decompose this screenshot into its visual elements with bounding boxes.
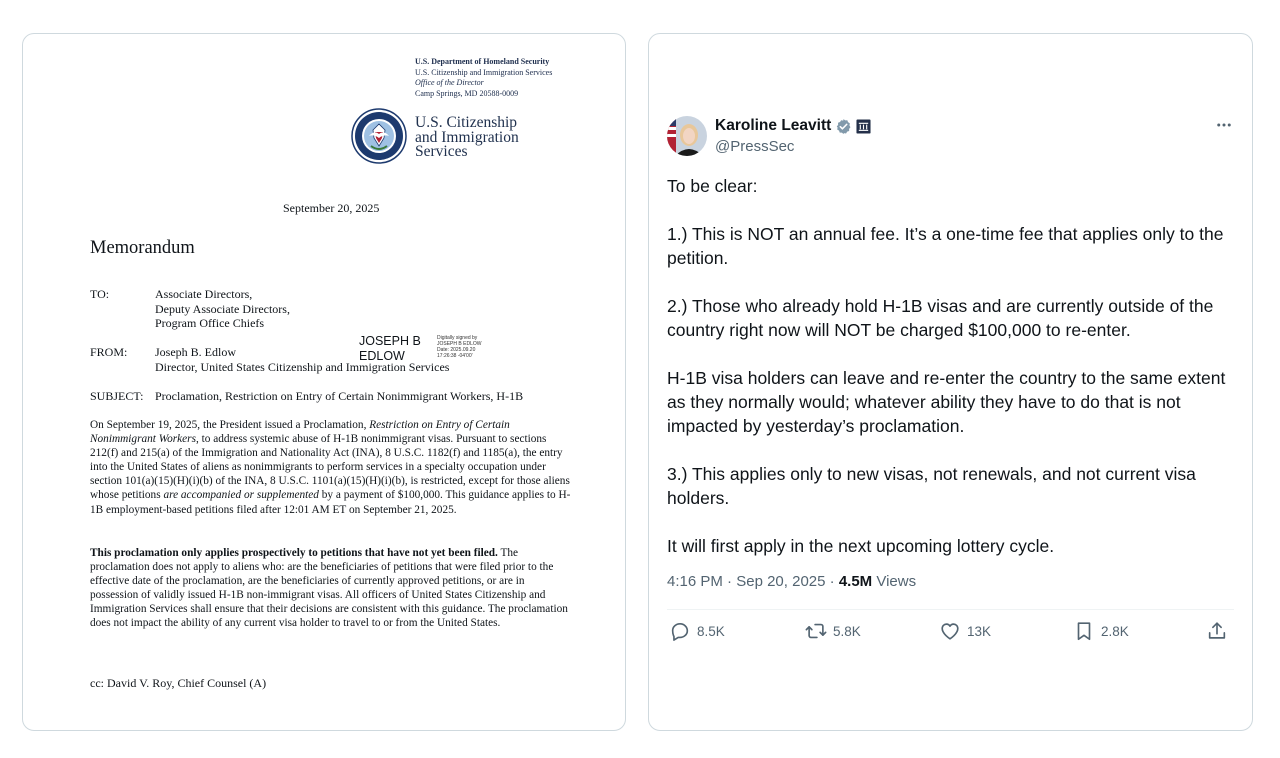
dhs-seal-icon [351,108,407,164]
author-name[interactable] [715,117,871,135]
tweet-text [667,174,1235,582]
to-recipients [155,287,290,331]
signature-meta-line: JOSEPH B EDLOW [437,341,482,347]
verified-badge-icon[interactable] [835,118,852,135]
dhs-agency: U.S. Citizenship and Immigration Services [415,67,553,77]
uscis-logo-line: U.S. Citizenship [415,114,518,131]
to-label: TO: [90,287,110,301]
reply-icon [669,620,691,642]
meta-separator: · [829,573,835,590]
repost-count: 5.8K [833,623,861,639]
views-label: Views [876,573,917,590]
tweet-paragraph: 2.) Those who already hold H-1B visas and are currently outside of the country right now will NOT be charged $100,000 to re-enter. [667,296,1214,340]
signature-line: EDLOW [359,349,405,363]
para-italic: are accompanied or supplemented [163,489,319,502]
uscis-logo-text [415,116,519,160]
signature-meta-line: Digitally signed by [437,335,478,341]
bookmark-button[interactable] [1073,620,1129,642]
more-icon [1215,116,1233,134]
memo-paragraph-1 [90,418,575,517]
para-text: The proclamation does not apply to aliens who: are the beneficiaries of petitions that were filed prior to the effective date of the proclamation, are the beneficiaries of currently approved petitions, or are in possession of validly issued H-1B non-immigrant visas. All officers of United States Citizenship and Immigration Services shall ensure that their decisions are consistent with this guidance. The proclamation does not impact the ability of any current visa holder to travel to or from the United States. [90,547,568,630]
to-line: Program Office Chiefs [155,316,265,331]
share-icon [1206,620,1228,642]
share-button[interactable] [1206,620,1228,642]
tweet-paragraph: It will first apply in the next upcoming lottery cycle. [667,536,1055,556]
heart-icon [939,620,961,642]
from-line: Director, United States Citizenship and Immigration Services [155,359,450,374]
like-count: 13K [967,623,992,639]
tweet-metadata [667,573,916,590]
reply-button[interactable] [669,620,725,642]
para-text: On September 19, 2025, the President issued a Proclamation, [90,419,370,431]
memo-title: Memorandum [90,238,195,258]
bookmark-count: 2.8K [1101,623,1129,639]
more-options-button[interactable] [1215,116,1233,139]
repost-button[interactable] [805,620,861,642]
bookmark-icon [1073,620,1095,642]
subject-text: Proclamation, Restriction on Entry of Certain Nonimmigrant Workers, H-1B [155,389,524,403]
subject-label: SUBJECT: [90,389,144,403]
para-text: by a payment of $100,000. This guidance applies to H-1B employment-based petitions filed after 12:01 AM ET on September 21, 2025. [90,489,571,516]
memo-paragraph-2 [90,546,575,631]
tweet-paragraph: 3.) This applies only to new visas, not renewals, and not current visa holders. [667,464,1196,508]
to-line: Deputy Associate Directors, [155,301,290,316]
uscis-logo-line: and Immigration [415,128,519,146]
to-line: Associate Directors, [155,287,253,301]
signature-line: JOSEPH B [359,334,421,348]
tweet-actions [649,620,1252,646]
views-count: 4.5M [838,573,873,590]
para-text: , to address systemic abuse of H-1B nonimmigrant visas. Pursuant to sections 212(f) and 215(a) of the Immigration and Nationality Act (INA), 8 U.S.C. 1182(f) and 1185(a), the entry into the United States of aliens as nonimmigrants to perform services in a specialty occupation under section 101(a)(15)(H)(i)(b) of the INA, 8 U.S.C. 1101(a)(15)(H)(i)(b), is restricted, except for those aliens whose petitions [90,433,570,502]
dhs-department: U.S. Department of Homeland Security [415,57,550,66]
tweet-date[interactable]: Sep 20, 2025 [736,573,826,590]
like-button[interactable] [939,620,991,642]
government-affiliate-icon[interactable] [856,119,871,134]
repost-icon [805,620,827,642]
para-italic: Restriction on Entry of Certain Nonimmigrant Workers [90,419,510,446]
author-name-text: Karoline Leavitt [715,117,832,134]
uscis-logo-line: Services [415,143,468,161]
tweet-paragraph: To be clear: [667,176,758,196]
dhs-header [415,57,552,99]
from-line: Joseph B. Edlow [155,345,236,359]
memo-cc: cc: David V. Roy, Chief Counsel (A) [90,676,267,690]
author-handle[interactable]: @PressSec [715,138,795,155]
from-label: FROM: [90,345,128,359]
avatar[interactable] [667,116,707,156]
tweet-time[interactable]: 4:16 PM [667,573,723,590]
memo-card [22,33,626,731]
meta-separator: · [727,573,733,590]
tweet-card [648,33,1253,731]
avatar-image-icon [667,116,707,156]
dhs-office: Office of the Director [415,78,484,87]
reply-count: 8.5K [697,623,725,639]
dhs-address: Camp Springs, MD 20588-0009 [415,88,519,98]
memo-date: September 20, 2025 [283,201,380,215]
para-bold: This proclamation only applies prospectively to petitions that have not yet been filed. [90,547,498,559]
signature-meta-line: Date: 2025.09.20 [437,347,476,353]
divider [667,609,1234,610]
from-sender [155,345,449,374]
tweet-paragraph: H-1B visa holders can leave and re-enter the country to the same extent as they normally would; whatever ability they have to do that is not impacted by yesterday’s proclamation. [667,368,1226,436]
tweet-paragraph: 1.) This is NOT an annual fee. It’s a one-time fee that applies only to the petition. [667,224,1224,268]
signature-meta-line: 17:26:38 -04'00' [437,353,473,359]
